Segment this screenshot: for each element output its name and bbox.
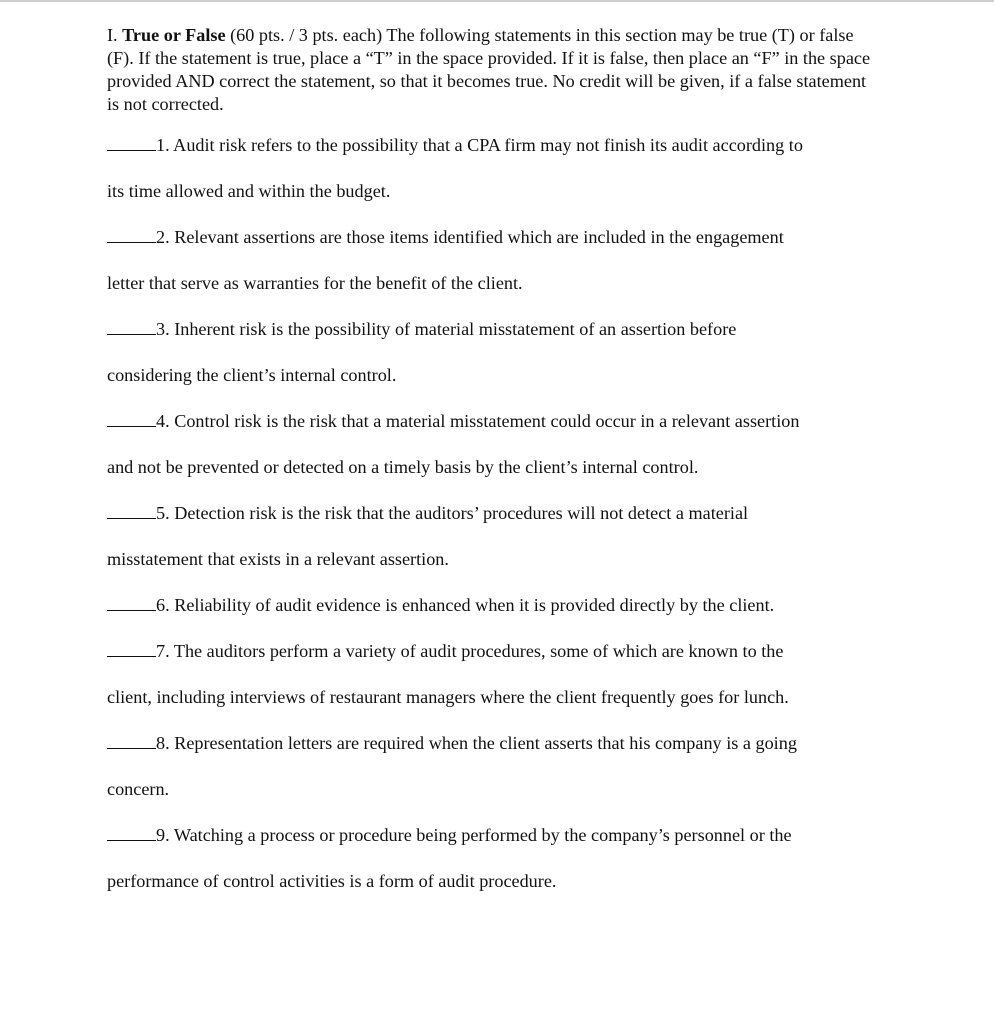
question-2 xyxy=(107,214,877,306)
question-text-continued: performance of control activities is a form of audit procedure. xyxy=(107,871,557,891)
answer-blank-1[interactable] xyxy=(107,135,156,151)
section-title: True or False xyxy=(122,25,226,45)
question-text: 6. Reliability of audit evidence is enhanced when it is provided directly by the client. xyxy=(156,595,775,615)
question-text-continued: considering the client’s internal control. xyxy=(107,365,397,385)
answer-blank-3[interactable] xyxy=(107,319,156,335)
question-text: 8. Representation letters are required when the client asserts that his company is a going xyxy=(156,733,797,753)
answer-blank-9[interactable] xyxy=(107,825,156,841)
question-text: 7. The auditors perform a variety of audit procedures, some of which are known to the xyxy=(156,641,784,661)
question-text: 9. Watching a process or procedure being performed by the company’s personnel or the xyxy=(156,825,792,845)
section-number: I. xyxy=(107,25,118,45)
question-7 xyxy=(107,628,877,720)
question-5 xyxy=(107,490,877,582)
answer-blank-5[interactable] xyxy=(107,503,156,519)
question-text: 1. Audit risk refers to the possibility that a CPA firm may not finish its audit according to xyxy=(156,135,803,155)
question-text-continued: and not be prevented or detected on a timely basis by the client’s internal control. xyxy=(107,457,699,477)
question-4 xyxy=(107,398,877,490)
answer-blank-7[interactable] xyxy=(107,641,156,657)
question-text-continued: its time allowed and within the budget. xyxy=(107,181,391,201)
question-text: 4. Control risk is the risk that a material misstatement could occur in a relevant assertion xyxy=(156,411,800,431)
question-9 xyxy=(107,812,877,904)
question-8 xyxy=(107,720,877,812)
answer-blank-4[interactable] xyxy=(107,411,156,427)
instructions-text: The following statements in this section may be true (T) or false (F). If the statement is true, place a “T” in the space provided. If it is false, then place an “F” in the space provided AND correct the statement, so that it becomes true. No credit will be given, if a false statement is not corrected. xyxy=(107,25,871,114)
question-text-continued: misstatement that exists in a relevant assertion. xyxy=(107,549,449,569)
question-text-continued: client, including interviews of restaurant managers where the client frequently goes for lunch. xyxy=(107,687,789,707)
document-content xyxy=(107,24,877,904)
answer-blank-8[interactable] xyxy=(107,733,156,749)
question-text-continued: letter that serve as warranties for the benefit of the client. xyxy=(107,273,523,293)
question-6 xyxy=(107,582,877,628)
question-text: 2. Relevant assertions are those items identified which are included in the engagement xyxy=(156,227,784,247)
answer-blank-2[interactable] xyxy=(107,227,156,243)
question-text-continued: concern. xyxy=(107,779,170,799)
question-1 xyxy=(107,122,877,214)
question-3 xyxy=(107,306,877,398)
section-instructions xyxy=(107,24,877,116)
answer-blank-6[interactable] xyxy=(107,595,156,611)
top-divider xyxy=(0,0,994,2)
question-text: 3. Inherent risk is the possibility of material misstatement of an assertion before xyxy=(156,319,737,339)
section-points: (60 pts. / 3 pts. each) xyxy=(230,25,383,45)
question-text: 5. Detection risk is the risk that the auditors’ procedures will not detect a material xyxy=(156,503,749,523)
